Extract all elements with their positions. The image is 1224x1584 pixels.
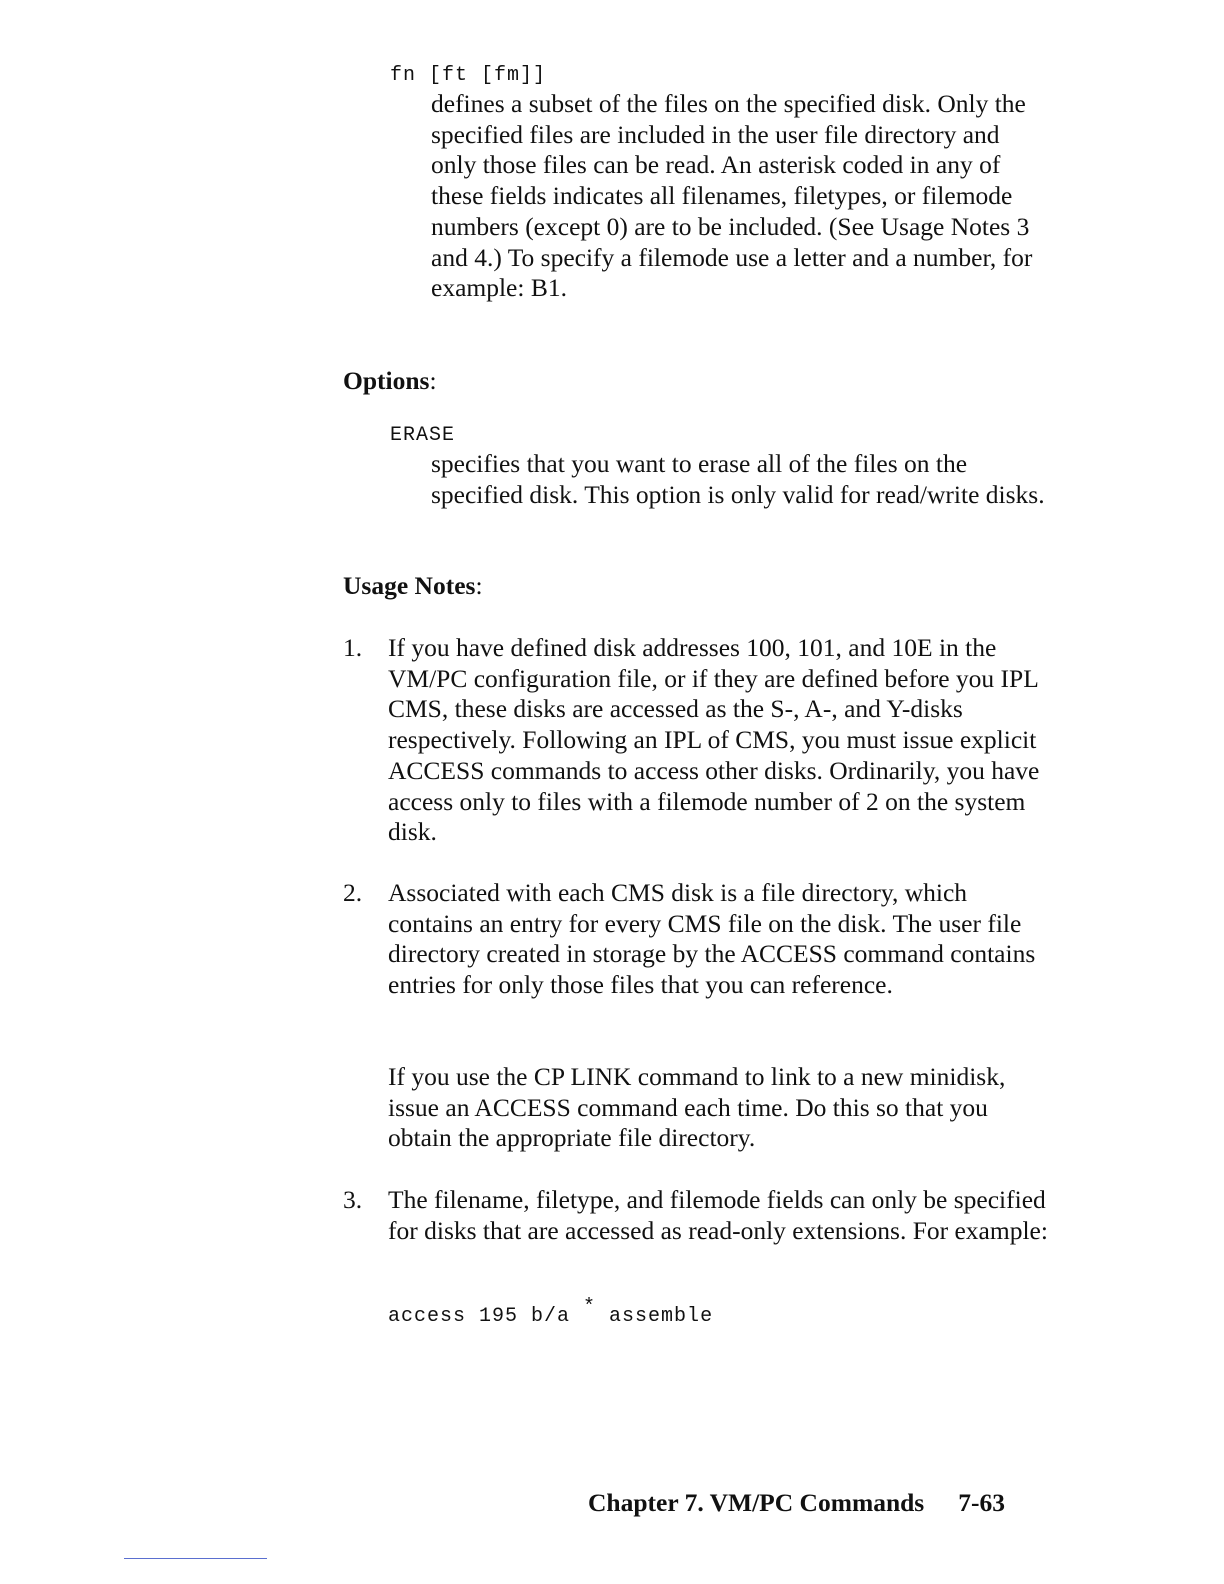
usage-note-1-number: 1. (343, 633, 363, 662)
fn-description: defines a subset of the files on the specified disk. Only the specified files are included in the user file directory and only those files can be read. An asterisk coded in any of these fields indicates all filenames, filetypes, or filemode numbers (except 0) are to be included. (See Usage Notes 3 and 4.) To specify a filemode use a letter and a number, for example: B1. (431, 89, 1033, 303)
footer-page-number: 7-63 (958, 1488, 1005, 1517)
example-command-end: assemble (596, 1305, 714, 1328)
usage-notes-heading (343, 571, 483, 601)
usage-notes-heading-colon: : (475, 571, 483, 600)
usage-note-3-text: The filename, filetype, and filemode fields can only be specified for disks that are accessed as read-only extensions. For example: (388, 1185, 1048, 1245)
access-example-command (388, 1296, 714, 1328)
footer-chapter-title: Chapter 7. VM/PC Commands (588, 1488, 925, 1517)
fn-syntax: fn [ft [fm]] (390, 64, 547, 87)
footer-rule (124, 1558, 267, 1559)
usage-note-2-text: Associated with each CMS disk is a file directory, which contains an entry for every CMS file on the disk. The user file directory created in storage by the ACCESS command contains entries for only those files that you can reference. (388, 878, 1036, 1000)
usage-note-1-text: If you have defined disk addresses 100, 101, and 10E in the VM/PC configuration file, or if they are defined before you IPL CMS, these disks are accessed as the S-, A-, and Y-disks respectively. Following an IPL of CMS, you must issue explicit ACCESS commands to access other disks. Ordinarily, you have access only to files with a filemode number of 2 on the system disk. (388, 633, 1040, 847)
options-heading-colon: : (429, 366, 437, 395)
options-heading-label: Options (343, 366, 430, 395)
page-footer (588, 1488, 1005, 1518)
example-command-start: access 195 b/a (388, 1305, 584, 1328)
options-heading (343, 366, 437, 396)
erase-option-name: ERASE (390, 424, 456, 447)
example-command-asterisk: * (583, 1296, 597, 1319)
usage-note-3-number: 3. (343, 1185, 363, 1214)
usage-note-2-paragraph-2: If you use the CP LINK command to link to a new minidisk, issue an ACCESS command each time. Do this so that you obtain the appropriate file directory. (388, 1062, 1006, 1153)
usage-note-2-number: 2. (343, 878, 363, 907)
usage-notes-heading-label: Usage Notes (343, 571, 476, 600)
erase-option-description: specifies that you want to erase all of the files on the specified disk. This option is only valid for read/write disks. (431, 449, 1045, 509)
